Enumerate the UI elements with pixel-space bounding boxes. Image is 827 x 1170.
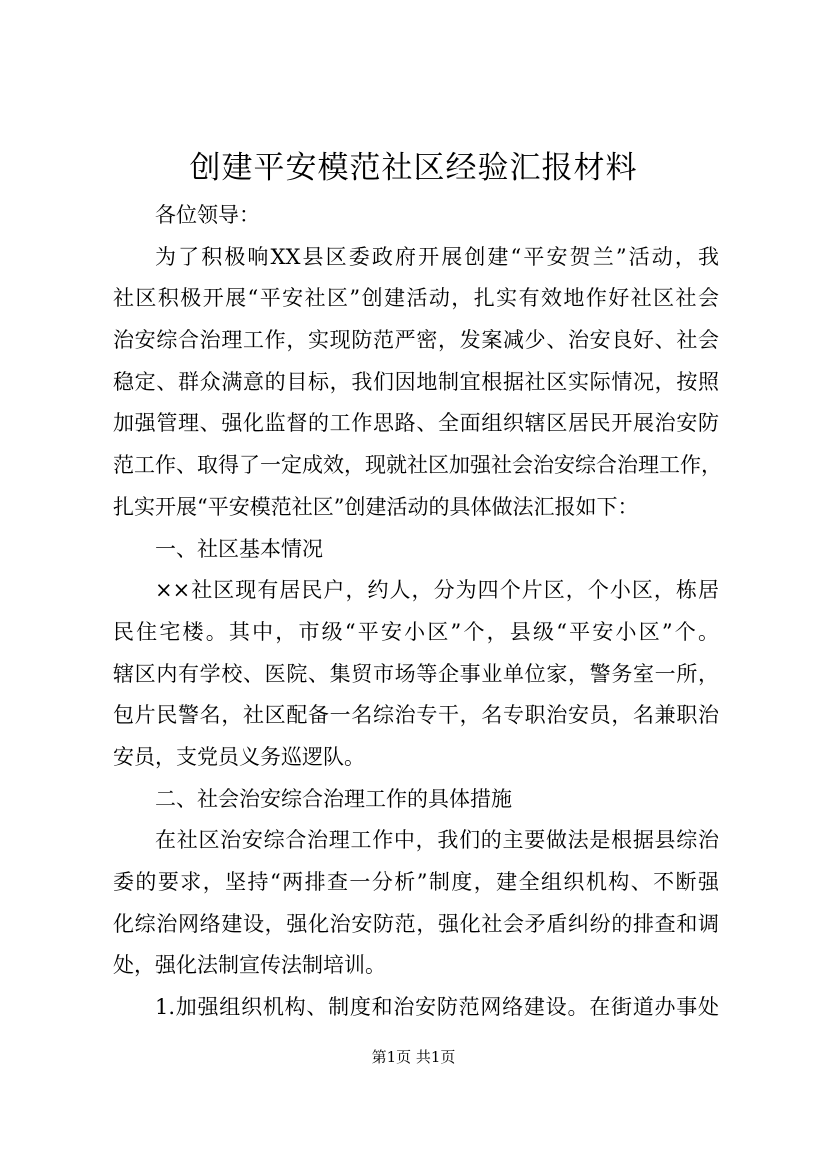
text-line: 包片民警名，社区配备一名综治专干，名专职治安员，名兼职治 bbox=[113, 703, 719, 728]
text-line: 处，强化法制宣传法制培训。 bbox=[113, 953, 386, 978]
text-line: 社区积极开展“平安社区”创建活动，扎实有效地作好社区社会 bbox=[113, 286, 719, 311]
text-line: 扎实开展“平安模范社区”创建活动的具体做法汇报如下： bbox=[113, 494, 639, 519]
text-line: 一、社区基本情况 bbox=[155, 536, 323, 561]
text-line: 化综治网络建设，强化治安防范，强化社会矛盾纠纷的排查和调 bbox=[113, 911, 719, 936]
text-line: 加强管理、强化监督的工作思路、全面组织辖区居民开展治安防 bbox=[113, 411, 719, 436]
text-line: 辖区内有学校、医院、集贸市场等企事业单位家，警务室一所， bbox=[113, 661, 719, 686]
text-line: 二、社会治安综合治理工作的具体措施 bbox=[155, 786, 512, 811]
document-body bbox=[113, 195, 722, 1029]
text-line: 在社区治安综合治理工作中，我们的主要做法是根据县综治 bbox=[155, 828, 719, 853]
text-line: 范工作、取得了一定成效，现就社区加强社会治安综合治理工作， bbox=[113, 453, 722, 478]
document-title: 创建平安模范社区经验汇报材料 bbox=[189, 150, 638, 186]
page-footer: 第1页 共1页 bbox=[371, 1048, 456, 1066]
text-line: 治安综合治理工作，实现防范严密，发案减少、治安良好、社会 bbox=[113, 328, 719, 353]
text-line: 安员，支党员义务巡逻队。 bbox=[113, 744, 365, 769]
text-line: 稳定、群众满意的目标，我们因地制宜根据社区实际情况，按照 bbox=[113, 369, 719, 394]
text-line: 委的要求，坚持“两排查一分析”制度，建全组织机构、不断强 bbox=[113, 870, 719, 894]
text-line: 1.加强组织机构、制度和治安防范网络建设。在街道办事处 bbox=[155, 995, 719, 1020]
text-line: 为了积极响XX县区委政府开展创建“平安贺兰”活动，我 bbox=[155, 244, 719, 269]
text-line: ××社区现有居民户，约人，分为四个片区，个小区，栋居 bbox=[155, 578, 719, 603]
text-line: 民住宅楼。其中，市级“平安小区”个，县级“平安小区”个。 bbox=[113, 619, 719, 644]
text-line: 各位领导： bbox=[155, 203, 260, 227]
